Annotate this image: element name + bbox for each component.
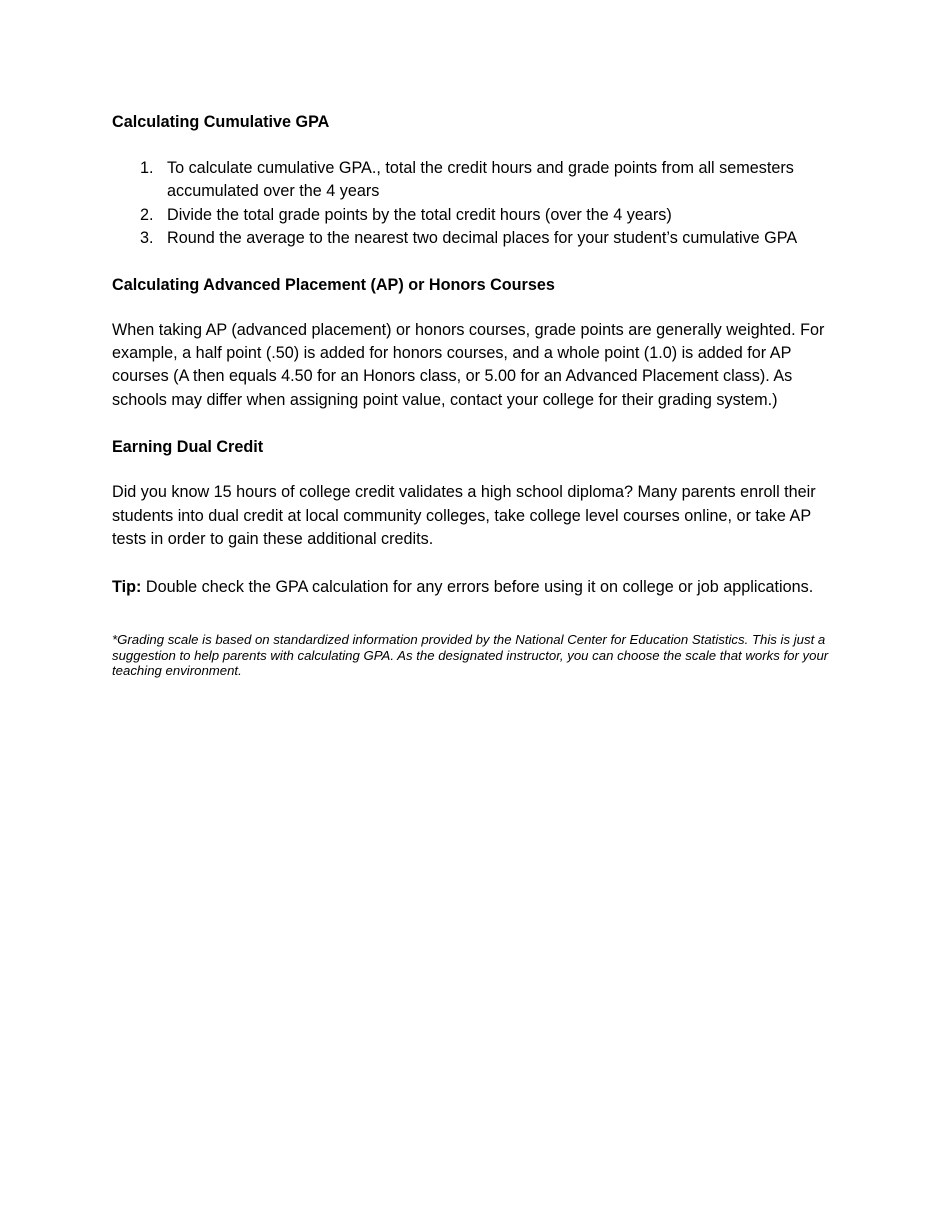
list-item — [112, 227, 838, 250]
tip-label: Tip: — [112, 578, 142, 597]
step-number: 3. — [140, 229, 154, 248]
step-text: To calculate cumulative GPA., total the credit hours and grade points from all semesters accumulated over the 4 years — [167, 159, 794, 201]
step-number: 2. — [140, 205, 154, 224]
dual-credit-paragraph: Did you know 15 hours of college credit validates a high school diploma? Many parents enroll their students into dual credit at local community colleges, take college level courses online, or take AP tests in order to gain these additional credits. — [112, 483, 816, 549]
ap-honors-paragraph: When taking AP (advanced placement) or honors courses, grade points are generally weighted. For example, a half point (.50) is added for honors courses, and a whole point (1.0) is added for AP courses (A then equals 4.50 for an Honors class, or 5.00 for an Advanced Placement class). As schools may differ when assigning point value, contact your college for their grading system.) — [112, 320, 825, 409]
ap-honors-heading: Calculating Advanced Placement (AP) or Honors Courses — [112, 275, 555, 294]
document-page — [112, 111, 838, 692]
dual-credit-heading: Earning Dual Credit — [112, 438, 264, 457]
grading-scale-footnote: *Grading scale is based on standardized information provided by the National Center for Education Statistics. This is just a suggestion to help parents with calculating GPA. As the designated instructor, you can choose the scale that works for your teaching environment. — [112, 631, 829, 679]
tip-text: Double check the GPA calculation for any errors before using it on college or job applications. — [141, 578, 814, 597]
list-item — [112, 157, 838, 204]
cumulative-gpa-steps — [112, 157, 838, 251]
step-number: 1. — [140, 159, 154, 177]
cumulative-gpa-heading: Calculating Cumulative GPA — [112, 113, 330, 131]
step-text: Divide the total grade points by the total credit hours (over the 4 years) — [167, 205, 672, 224]
step-text: Round the average to the nearest two decimal places for your student’s cumulative GPA — [167, 229, 798, 248]
list-item — [112, 204, 838, 227]
tip-paragraph — [112, 578, 838, 597]
